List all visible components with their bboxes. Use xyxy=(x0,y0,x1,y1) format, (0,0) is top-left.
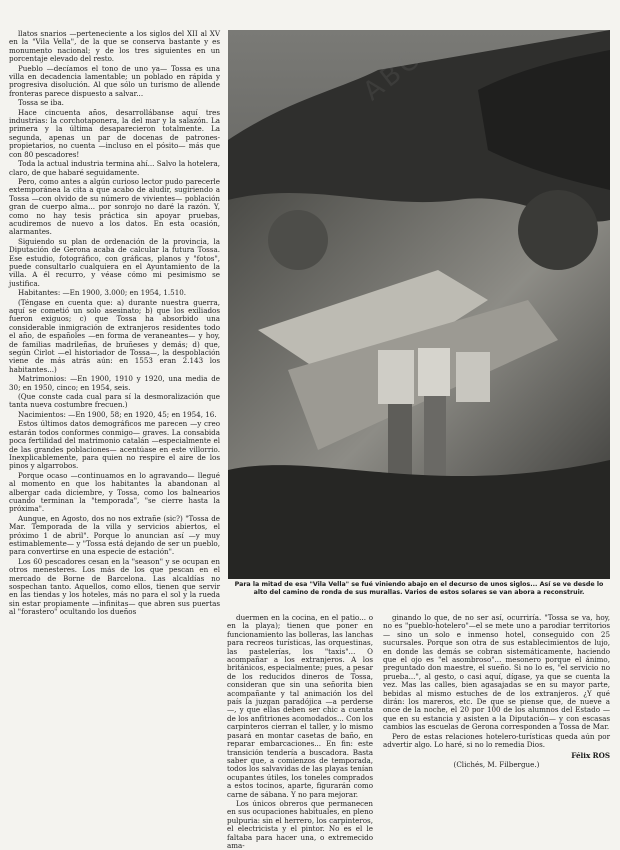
photo-vila-vella xyxy=(228,30,610,579)
left-paragraph: Pero, como antes a algún curioso lector pudo parecerle extemporánea la cita a que acabo de aludir, sugiriendo a Tossa —con olvido de su número de vivientes— población gran de cuerpo alma... por sonrojo no daré la razón. Y, como no hay tesis práctica sin apoyar pruebas, acudiremos de nuevo a los datos. En esta ocasión, alarmantes. xyxy=(9,176,220,237)
left-paragraph: Matrimonios: —En 1900, 1910 y 1920, una media de 30; en 1950, cinco; en 1954, seis. xyxy=(9,374,220,392)
left-paragraph: Hace cincuenta años, desarrollábanse aquí tres industrias: la corchotaponera, la del mar y la salazón. La primera y la última desaparecieron totalmente. La segunda, apenas un par de docenas de patrones-propietarios, no cuenta —incluso en el pósito— más que con 80 pescadores! xyxy=(9,107,220,159)
left-paragraph: Toda la actual industria termina ahí... Salvo la hotelera, claro, de que habaré seguidamente. xyxy=(9,159,220,177)
left-paragraph: (Que conste cada cual para sí la desmoralización que tanta nueva costumbre frecuen.) xyxy=(9,392,220,410)
left-paragraph: (Téngase en cuenta que: a) durante nuestra guerra, aquí se cometió un solo asesinato; b) que los exiliados fueron exiguos; c) que Tossa ha absorbido una considerable inmigración de extranjeros residentes todo el año, de españoles —en forma de veraneantes— y hoy, de familias madrileñas, de bruñeses y demás; d) que, según Cirlot —el historiador de Tossa—, la despoblación viene de más atrás aún: en 1553 eran 2.143 los habitantes...) xyxy=(9,297,220,374)
photo-image xyxy=(228,30,610,579)
mid-paragraph-2: Los únicos obreros que permanecen en sus ocupaciones habituales, en pleno pulpuria: sin el herrero, los carpinteros, el electricista y el pintor. No es el le faltaba para hacer una, o extremecido ama- xyxy=(227,798,373,850)
left-paragraph: llatos snarios —perteneciente a los siglos del XII al XV en la "Vila Vella", de la que se conserva bastante y es monumento nacional; y de los tres siguientes en un porcentaje elevado del resto. xyxy=(9,29,220,64)
left-paragraph: Habitantes: —En 1900, 3.000; en 1954, 1.510. xyxy=(18,288,187,298)
left-paragraph: Aunque, en Agosto, dos no nos extrañe (sic?) "Tossa de Mar. Temporada de la villa y servicios abiertos, el próximo 1 de abril". Porque lo anuncian así —y muy estimablemente— y "Tossa está dejando de ser un pueblo, para convertirse en una especie de estación". xyxy=(9,513,220,557)
author-signature: Félix ROS xyxy=(571,750,610,760)
article-middle-column xyxy=(227,613,373,850)
right-paragraph-2: Pero de estas relaciones hotelero-turísticas queda aún por advertir algo. Lo haré, si no lo remedia Dios. xyxy=(383,731,610,750)
left-paragraph: Tossa se iba. xyxy=(18,98,64,108)
article-left-column xyxy=(9,30,220,815)
left-paragraph: Pueblo —decíamos el tono de uno ya— Tossa es una villa en decadencia lamentable; un poblado en rápida y progresiva disolución. Al que sólo un turismo de allende fronteras parece dispuesto a salvar... xyxy=(9,63,220,98)
right-paragraph-1: ginando lo que, de no ser así, ocurriría. "Tossa se va, hoy, no es "pueblo-hotelero"—el se mete uno a parodiar territorios— sino un solo e inmenso hotel, conseguido con 25 sucursales. Porque son otra de sus establecimientos de lujo, en donde las demás se cobran sistemáticamente, haciendo que el ojo es "el asombroso"... mesonero porque el ánimo, preguntado don maestre, el sueño. Si no lo es, "el servicio no prueba...", al gesto, o casi aquí, dígase, ya que se cuenta la vez. Mas las calles, bien agasajadas se en su mayor parte, bebidas al mismo estuches de de los extranjeros. ¿Y qué dirán: los mareros, etc. De que se piense que, de nueve a once de la noche, el 20 por 100 de los alumnos del Estado —que en su estancia y asisten a la Diputación— y con escasas cambios las escuelas de Gerona corresponden a Tossa de Mar. xyxy=(383,613,610,732)
left-paragraph: Estos últimos datos demográficos me parecen —y creo estarán todos conformes conmigo— graves. La consabida poca fertilidad del matrimonio catalán —especialmente el de las grandes poblaciones— acentúase en este villorrio. Inexplicablemente, para quien no respire el aire de los pinos y algarrobos. xyxy=(9,419,220,471)
photo-credit: (Clichés, M. Filbergue.) xyxy=(453,759,540,769)
abc-watermark: ABC xyxy=(357,43,428,107)
mid-paragraph-1: duermen en la cocina, en el patio... o en la playa); tienen que poner en funcionamiento las bolleras, las lanchas para recreos turísticas, las orquestinas, las pastelerías, los "taxis"... O acompañar a los extranjeros. A los británicos, especialmente; pues, a pesar de los reducidos dineros de Tossa, consideran que sin una señorita bien acompañante y tal animación los del país la juzgan paradójica —a perderse—, y que ellas deben ser chic a cuenta de los anfitriones acomodados... Con los carpinteros cierran el taller, y lo mismo pasará en montar casetas de baño, en reparar embarcaciones... En fin: este transición tendería a buscadora. Basta saber que, a comienzos de temporada, todos los salvavidas de las playas tenían ocupantes útiles, los toneles comprados a estos tocinos, aparte, figurarán como carne de sábana. Y no para mejorar. xyxy=(227,613,373,799)
article-right-column xyxy=(383,614,610,814)
left-paragraph: Nacimientos: —En 1900, 58; en 1920, 45; en 1954, 16. xyxy=(18,409,217,419)
left-paragraph: Los 60 pescadores cesan en la "season" y se ocupan en otros menesteres. Los más de los que pescan en el mercado de Borne de Barcelona. Las alcaldías no sospechan tanto. Aquellos, como ellos, tienen que servir en las tiendas y los hoteles, más no para el sol y la rueda sin estar propiamente —infinitas— que abren sus puertas al "forastero" ocultando los dueños xyxy=(9,556,220,617)
left-paragraph: Porque ocaso —continuamos en lo agravando— llegué al momento en que los habitantes la abandonan al albergar cada diciembre, y Tossa, como los balnearios cuando terminan la "temporada", "se cierre hasta la próxima". xyxy=(9,470,220,514)
photo-caption: Para la mitad de esa "Vila Vella" se fué viniendo abajo en el decurso de unos siglos... Así se ve desde lo alto del camino de ronda de sus murallas. Varios de estos solares se van abora a reconstruir. xyxy=(234,581,604,596)
left-paragraph: Siguiendo su plan de ordenación de la provincia, la Diputación de Gerona acaba de calcular la futura Tossa. Ese estudio, fotográfico, con gráficas, planos y "fotos", puede consultarlo cualquiera en el Ayuntamiento de la villa. A él recurro, y véase cómo mi pesimismo se justifica. xyxy=(9,236,220,288)
